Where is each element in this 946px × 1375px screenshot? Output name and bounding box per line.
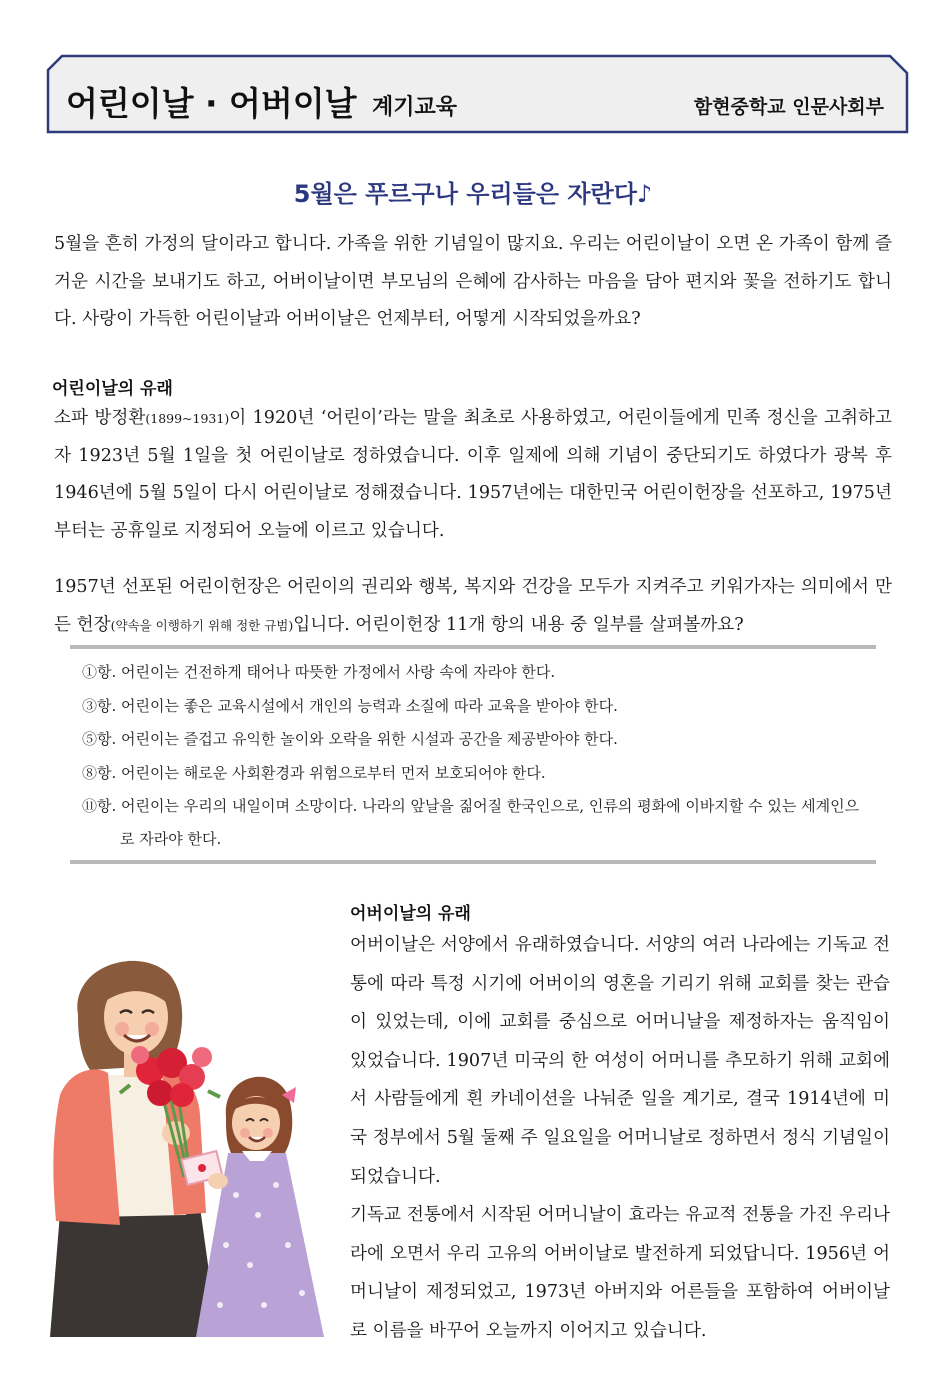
intro-paragraph: 5월을 흔히 가정의 달이라고 합니다. 가족을 위한 기념일이 많지요. 우리는 어린이날이 오면 온 가족이 함께 즐거운 시간을 보내기도 하고, 어버이날이면 부모님의 은혜에 감사하는 마음을 담아 편지와 꽃을 전하기도 합니다. 사랑이 가득한 어린이날과 어버이날은 언제부터, 어떻게 시작되었을까요?: [54, 234, 892, 329]
section-main-title: 5월은 푸르구나 우리들은 자란다♪: [293, 180, 653, 208]
charter-item: ①항. 어린이는 건전하게 태어나 따뜻한 가정에서 사랑 속에 자라야 한다.: [82, 663, 556, 681]
mother-daughter-illustration: [50, 945, 346, 1337]
parents-day-heading: 어버이날의 유래: [350, 904, 471, 924]
childrens-day-heading: 어린이날의 유래: [52, 379, 173, 399]
parents-day-paragraph-2: 기독교 전통에서 시작된 어머니날이 효라는 유교적 전통을 가진 우리나라에 오면서 우리 고유의 어버이날로 발전하게 되었답니다. 1956년 어머니날이 제정되었고, 1973년 아버지와 어른들을 포함하여 어버이날로 이름을 바꾸어 오늘까지 이어지고 있습니다.: [350, 1205, 890, 1341]
parents-day-text: [350, 926, 890, 1351]
divider-bottom: [70, 860, 876, 864]
charter-item: ⑤항. 어린이는 즐겁고 유익한 놀이와 오락을 위한 시설과 공간을 제공받아야 한다.: [82, 730, 618, 748]
charter-item: ③항. 어린이는 좋은 교육시설에서 개인의 능력과 소질에 따라 교육을 받아야 한다.: [82, 696, 618, 715]
page-title: 어린이날 · 어버이날: [66, 84, 357, 123]
charter-list: [82, 656, 872, 856]
parents-day-paragraph-1: 어버이날은 서양에서 유래하였습니다. 서양의 여러 나라에는 기독교 전통에 따라 특정 시기에 어버이의 영혼을 기리기 위해 교회를 찾는 관습이 있었는데, 이에 교회를 중심으로 어머니날을 제정하자는 움직임이 있었습니다. 1907년 미국의 한 여성이 어머니를 추모하기 위해 교회에서 사람들에게 흰 카네이션을 나눠준 일을 계기로, 결국 1914년에 미국 정부에서 5월 둘째 주 일요일을 어머니날로 정하면서 정식 기념일이 되었습니다.: [350, 935, 890, 1187]
charter-item: ⑪항. 어린이는 우리의 내일이며 소망이다. 나라의 앞날을 짊어질 한국인으로, 인류의 평화에 이바지할 수 있는 세계인으로 자라야 한다.: [82, 797, 860, 848]
text-span: 1957년 선포된 어린이헌장은 어린이의 권리와 행복, 복지와 건강을 모두가 지켜주고 키워가자는 의미에서 만든 헌장: [54, 577, 892, 635]
divider-top: [70, 645, 876, 649]
charter-definition-note: (약속을 이행하기 위해 정한 규범): [110, 617, 294, 633]
organization-label: 함현중학교 인문사회부: [693, 96, 884, 118]
childrens-day-paragraph-1: [54, 400, 892, 550]
text-span: 입니다. 어린이헌장 11개 항의 내용 중 일부를 살펴볼까요?: [293, 614, 744, 635]
page-subtitle: 계기교육: [372, 95, 458, 120]
years-note: (1899~1931): [145, 411, 230, 426]
text-span: 소파 방정환: [54, 408, 146, 428]
childrens-day-paragraph-2: [54, 569, 892, 644]
charter-item: ⑧항. 어린이는 해로운 사회환경과 위험으로부터 먼저 보호되어야 한다.: [82, 763, 546, 782]
text-span: 이 1920년 ‘어린이’라는 말을 최초로 사용하였고, 어린이들에게 민족 정신을 고취하고자 1923년 5월 1일을 첫 어린이날로 정하였습니다. 이후 일제에 의해 기념이 중단되기도 하였다가 광복 후 1946년에 5월 5일이 다시 어린이날로 정해졌습니다. 1957년에는 대한민국 어린이헌장을 선포하고, 1975년부터는 공휴일로 지정되어 오늘에 이르고 있습니다.: [54, 408, 892, 541]
